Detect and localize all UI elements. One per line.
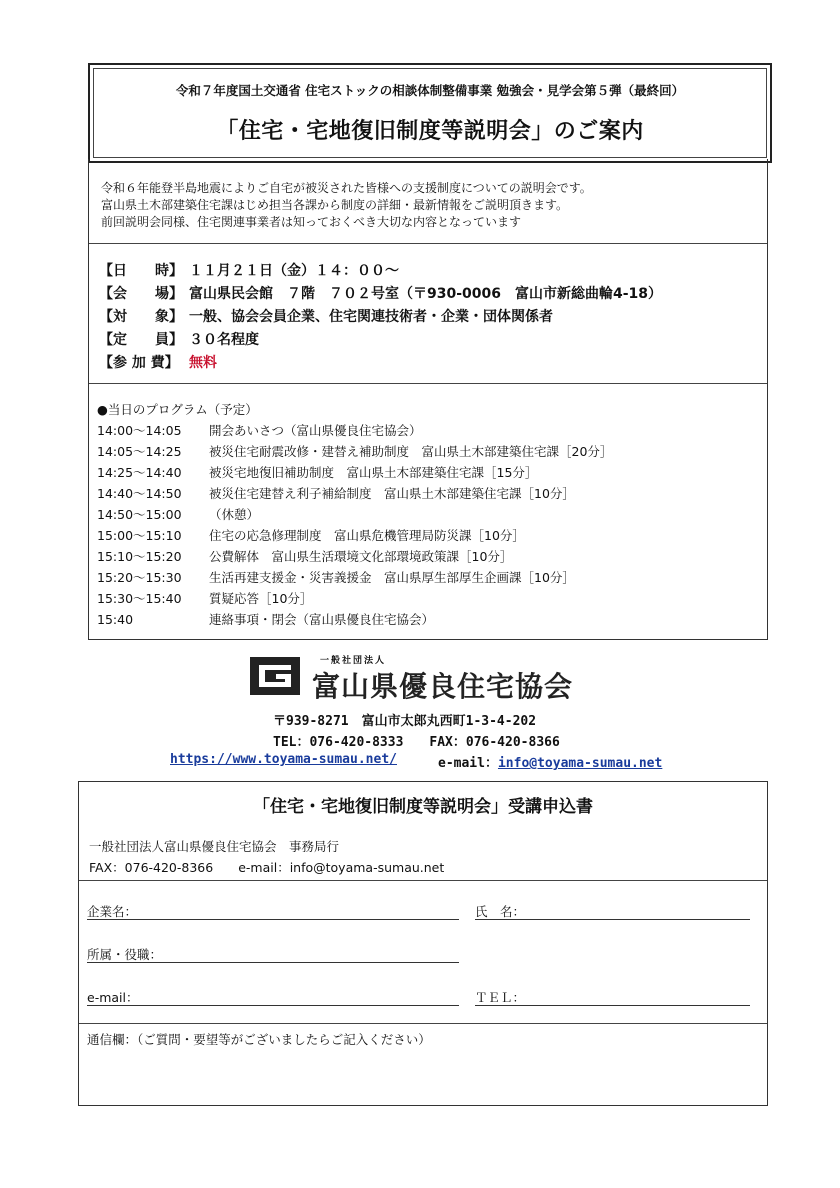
program-row	[97, 610, 434, 628]
logo-name: 富山県優良住宅協会	[312, 670, 574, 703]
detail-venue	[99, 283, 662, 303]
program-time: 15:40	[97, 612, 134, 627]
divider	[79, 1023, 767, 1024]
organization-logo	[250, 653, 600, 703]
contact-email	[438, 752, 662, 771]
email-link[interactable]: info@toyama-sumau.net	[497, 756, 663, 771]
program-time: 14:50～15:00	[97, 507, 182, 522]
program-row	[97, 463, 537, 481]
logo-mark-icon	[250, 657, 300, 695]
divider	[79, 880, 767, 881]
program-time: 14:40～14:50	[97, 486, 182, 501]
program-desc: 住宅の応急修理制度 富山県危機管理局防災課［10分］	[209, 528, 525, 543]
program-row	[97, 589, 312, 607]
notes-label: 通信欄：（ご質問・要望等がございましたらご記入ください）	[87, 1032, 431, 1047]
program-desc: （休憩）	[209, 507, 260, 522]
notes-field[interactable]	[79, 1050, 767, 1100]
program-desc: 連絡事項・閉会（富山県優良住宅協会）	[209, 612, 435, 627]
program-desc: 公費解体 富山県生活環境文化部環境政策課［10分］	[209, 549, 513, 564]
company-field[interactable]	[87, 919, 459, 920]
program-desc: 開会あいさつ（富山県優良住宅協会）	[209, 423, 422, 438]
logo-small-text: 一般社団法人	[320, 656, 387, 666]
intro-line-2: 富山県土木部建築住宅課はじめ担当各課から制度の詳細・最新情報をご説明頂きます。	[101, 198, 569, 212]
program-row	[97, 547, 512, 565]
header-box	[88, 63, 772, 163]
event-info-box	[88, 159, 768, 640]
form-title: 「住宅・宅地復旧制度等説明会」受講申込書	[253, 797, 593, 817]
program-desc: 生活再建支援金・災害義援金 富山県厚生部厚生企画課［10分］	[209, 570, 575, 585]
date-value: １１月２１日（金）１４：００～	[189, 263, 399, 279]
program-desc: 被災住宅建替え利子補給制度 富山県土木部建築住宅課［10分］	[209, 486, 575, 501]
contact-phone-fax: TEL：076-420-8333 FAX：076-420-8366	[273, 735, 560, 750]
program-row	[97, 526, 525, 544]
contact-address: 〒939-8271 富山市太郎丸西町1-3-4-202	[273, 714, 537, 729]
detail-fee	[99, 352, 217, 372]
program-time: 14:25～14:40	[97, 465, 182, 480]
tel-label: ＴＥＬ：	[475, 990, 526, 1005]
program-time: 15:00～15:10	[97, 528, 182, 543]
date-label: 【日 時】	[99, 263, 183, 279]
divider	[89, 383, 767, 384]
application-form	[78, 781, 768, 1106]
company-label: 企業名：	[87, 904, 138, 919]
tel-field[interactable]	[475, 1005, 750, 1006]
website-link[interactable]: https://www.toyama-sumau.net/	[170, 752, 397, 767]
email-field[interactable]	[87, 1005, 459, 1006]
program-row	[97, 442, 612, 460]
program-row	[97, 505, 259, 523]
dept-label: 所属・役職：	[87, 947, 163, 962]
intro-line-3: 前回説明会同様、住宅関連事業者は知っておくべき大切な内容となっています	[101, 215, 522, 229]
program-row	[97, 568, 575, 586]
program-desc: 被災宅地復旧補助制度 富山県土木部建築住宅課［15分］	[209, 465, 538, 480]
program-row	[97, 484, 575, 502]
divider	[89, 243, 767, 244]
fee-label: 【参 加 費】	[99, 355, 179, 371]
intro-line-1: 令和６年能登半島地震によりご自宅が被災された皆様への支援制度についての説明会です。	[101, 181, 592, 195]
program-row	[97, 421, 422, 439]
contact-web	[170, 752, 397, 767]
page-title: 「住宅・宅地復旧制度等説明会」のご案内	[216, 119, 644, 144]
program-desc: 被災住宅耐震改修・建替え補助制度 富山県土木部建築住宅課［20分］	[209, 444, 613, 459]
program-time: 14:05～14:25	[97, 444, 182, 459]
program-time: 15:30～15:40	[97, 591, 182, 606]
venue-value: 富山県民会館 ７階 ７０２号室（〒930-0006 富山市新総曲輪4-18）	[189, 286, 663, 302]
form-recipient: 一般社団法人富山県優良住宅協会 事務局行	[89, 839, 340, 854]
name-label: 氏 名：	[475, 904, 526, 919]
form-fax-email: FAX：076-420-8366 e-mail：info@toyama-sumau.net	[89, 860, 445, 875]
capacity-label: 【定 員】	[99, 332, 183, 348]
detail-capacity	[99, 329, 259, 349]
detail-date	[99, 260, 399, 280]
name-field[interactable]	[475, 919, 750, 920]
header-subtitle: 令和７年度国土交通省 住宅ストックの相談体制整備事業 勉強会・見学会第５弾（最終回）	[175, 83, 685, 98]
target-label: 【対 象】	[99, 309, 183, 325]
email-label: e-mail：	[438, 756, 498, 771]
program-time: 14:00～14:05	[97, 423, 182, 438]
capacity-value: ３０名程度	[189, 332, 259, 348]
detail-target	[99, 306, 553, 326]
dept-field[interactable]	[87, 962, 459, 963]
fee-value: 無料	[189, 355, 217, 371]
target-value: 一般、協会会員企業、住宅関連技術者・企業・団体関係者	[189, 309, 553, 325]
program-time: 15:10～15:20	[97, 549, 182, 564]
venue-label: 【会 場】	[99, 286, 183, 302]
program-desc: 質疑応答［10分］	[209, 591, 313, 606]
email-label: e-mail：	[87, 990, 139, 1005]
program-heading: ●当日のプログラム（予定）	[97, 402, 258, 417]
program-time: 15:20～15:30	[97, 570, 182, 585]
